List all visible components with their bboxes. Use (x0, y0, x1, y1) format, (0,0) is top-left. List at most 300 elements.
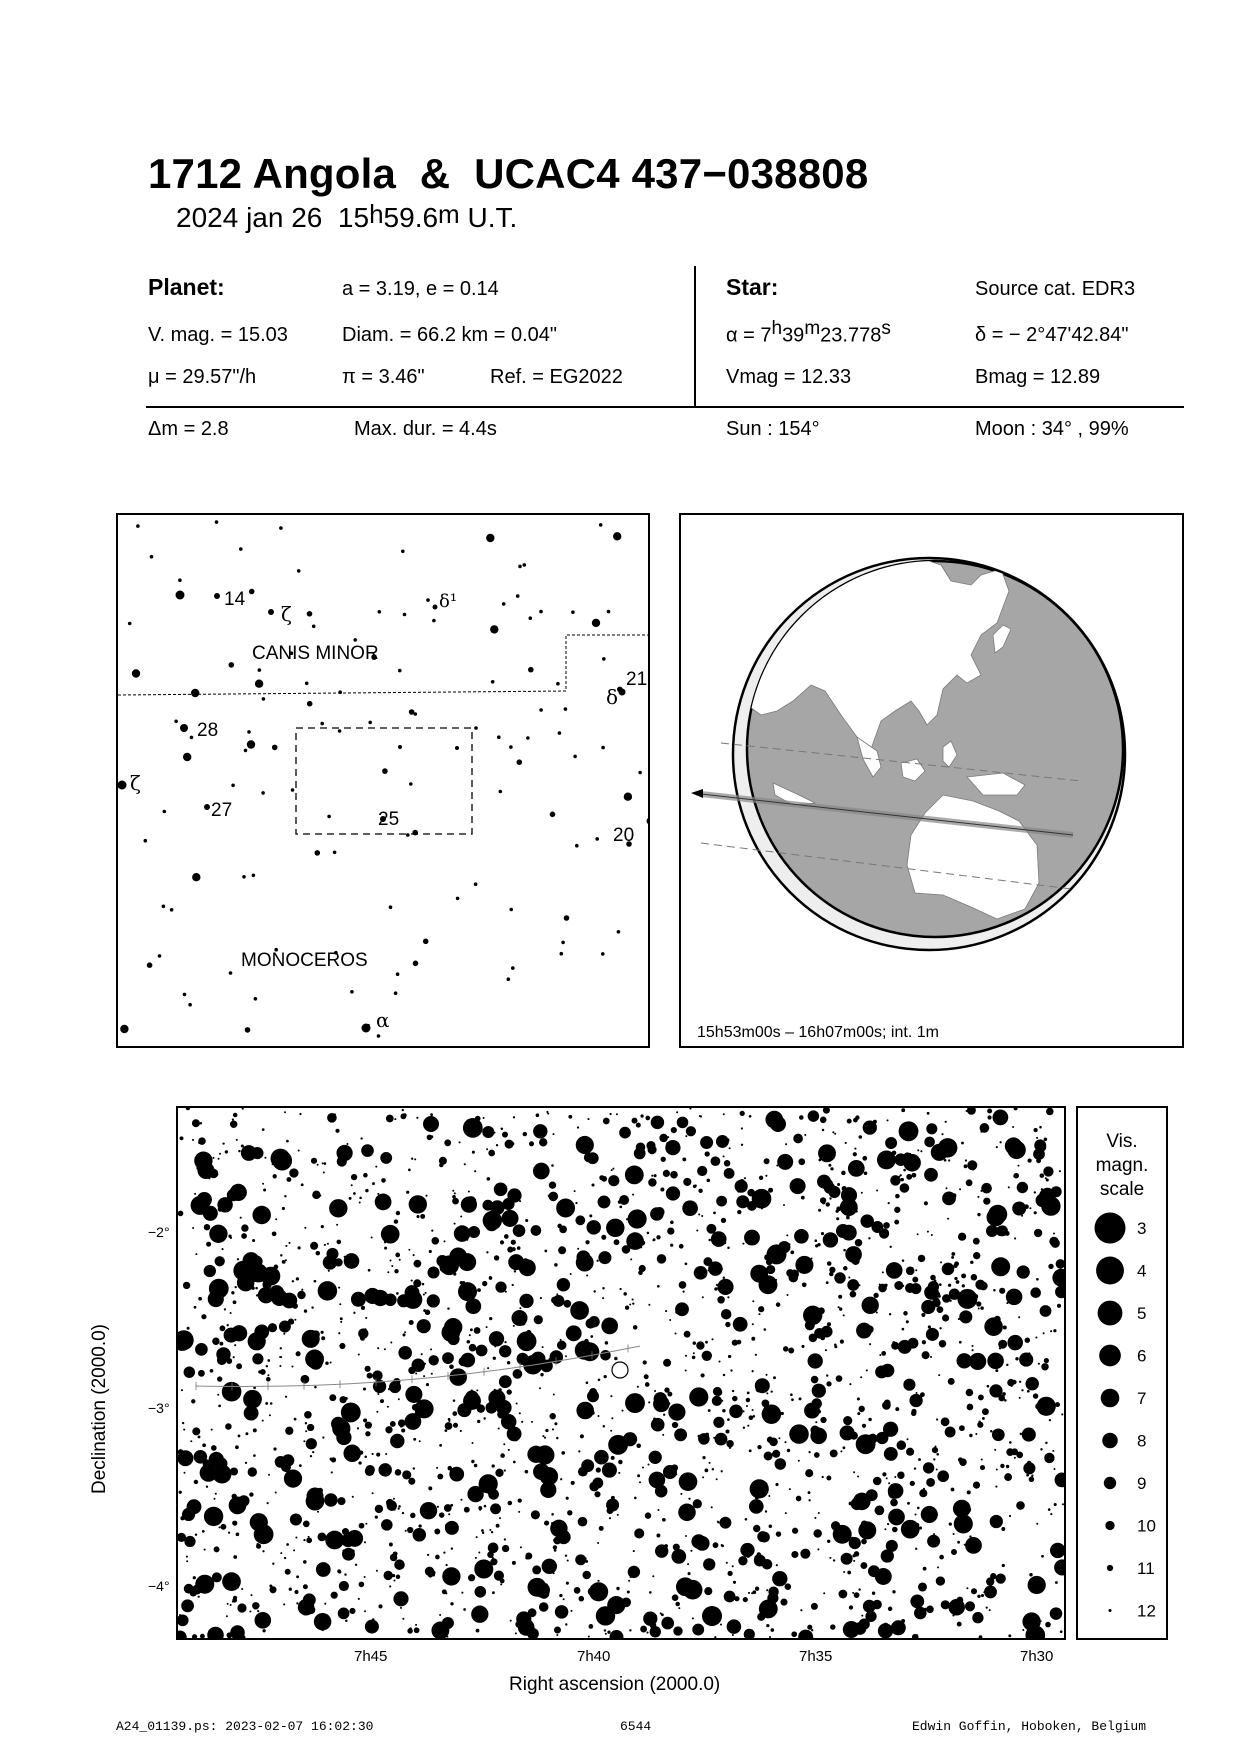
field-star (238, 1150, 240, 1152)
field-star (398, 1419, 406, 1427)
field-star (304, 1309, 307, 1312)
earth-globe-canvas (681, 515, 1182, 1046)
finder-named-star (398, 745, 402, 749)
field-star (230, 1604, 232, 1606)
field-star (982, 1417, 985, 1420)
field-star (939, 1340, 947, 1348)
field-star (741, 1127, 743, 1129)
finder-star (378, 610, 382, 614)
field-star (413, 1279, 421, 1287)
field-star (1048, 1508, 1051, 1511)
field-star (447, 1307, 449, 1309)
field-star (967, 1108, 976, 1115)
field-star (292, 1280, 294, 1282)
field-star (384, 1247, 387, 1250)
field-star (180, 1136, 184, 1140)
field-star (450, 1602, 453, 1605)
planet-ref: Ref. = EG2022 (490, 366, 623, 388)
field-star (566, 1497, 569, 1500)
minute-unit: m (438, 199, 460, 229)
field-star (330, 1458, 333, 1461)
field-star (875, 1506, 885, 1516)
field-star (591, 1183, 594, 1186)
finder-star (509, 908, 513, 912)
field-star (702, 1296, 704, 1298)
field-star (1060, 1630, 1063, 1633)
field-star (365, 1317, 367, 1319)
legend-canvas (1078, 1108, 1166, 1638)
field-star (197, 1162, 214, 1179)
field-star (191, 1399, 195, 1403)
field-star (866, 1325, 874, 1333)
field-star (918, 1582, 927, 1591)
field-star (820, 1197, 826, 1203)
field-star (618, 1472, 620, 1474)
field-star (475, 1557, 477, 1559)
field-star (784, 1441, 786, 1443)
finder-star (456, 897, 460, 901)
field-star (213, 1157, 215, 1159)
field-star (376, 1411, 378, 1413)
field-star (1028, 1576, 1046, 1594)
field-star (696, 1229, 698, 1231)
field-star (1036, 1278, 1039, 1281)
field-star (588, 1636, 590, 1638)
field-star (1034, 1128, 1038, 1132)
field-star (349, 1608, 355, 1614)
finder-star (556, 682, 560, 686)
field-star (364, 1455, 367, 1458)
field-star (670, 1244, 673, 1247)
field-star (752, 1300, 754, 1302)
finder-star (158, 954, 162, 958)
field-star (764, 1452, 773, 1461)
field-star (490, 1200, 505, 1215)
field-star (217, 1394, 219, 1396)
field-star (252, 1239, 255, 1242)
field-star (977, 1595, 980, 1598)
field-star (778, 1241, 790, 1253)
field-star (947, 1218, 949, 1220)
field-star (857, 1397, 860, 1400)
field-star (252, 1602, 259, 1609)
field-star (364, 1576, 366, 1578)
field-star (954, 1514, 973, 1533)
field-star (206, 1486, 208, 1488)
field-star (882, 1271, 884, 1273)
field-star (649, 1591, 652, 1594)
field-star (996, 1469, 998, 1471)
field-star (372, 1182, 375, 1185)
field-star (340, 1317, 343, 1320)
field-star (785, 1143, 787, 1145)
field-star (230, 1120, 237, 1127)
field-star (198, 1596, 200, 1598)
field-star (669, 1319, 671, 1321)
field-star (691, 1534, 706, 1549)
finder-star (575, 844, 579, 848)
field-star (1013, 1175, 1015, 1177)
field-star (907, 1438, 909, 1440)
field-star (648, 1145, 657, 1154)
field-star (1046, 1108, 1054, 1115)
field-star (700, 1136, 713, 1149)
finder-named-star (474, 726, 478, 730)
field-star (324, 1244, 326, 1246)
field-star (1050, 1543, 1064, 1558)
field-star (689, 1108, 691, 1110)
field-star (372, 1370, 382, 1380)
field-star (493, 1357, 496, 1360)
field-star (551, 1568, 554, 1571)
field-star (771, 1628, 775, 1632)
field-star (468, 1574, 475, 1581)
field-star (321, 1225, 324, 1228)
field-star (235, 1445, 239, 1449)
field-star (826, 1281, 829, 1284)
field-star (1045, 1442, 1047, 1444)
field-star (1007, 1379, 1014, 1386)
field-star (618, 1460, 622, 1464)
field-star (285, 1427, 293, 1435)
field-star (495, 1281, 506, 1292)
x-tick: 7h45 (354, 1648, 388, 1665)
field-star (230, 1467, 238, 1475)
field-star (286, 1177, 291, 1182)
field-star (585, 1240, 589, 1244)
field-star (886, 1626, 892, 1632)
field-star (378, 1604, 382, 1608)
field-star (549, 1413, 555, 1419)
field-star (460, 1353, 475, 1368)
hour-unit: h (369, 199, 384, 229)
field-star (411, 1158, 413, 1160)
legend-magnitude-dot (1098, 1301, 1123, 1326)
field-star (1055, 1286, 1064, 1299)
field-star (971, 1345, 973, 1347)
field-star (818, 1144, 836, 1162)
field-star (1038, 1363, 1040, 1365)
field-star (679, 1281, 687, 1289)
field-star (284, 1195, 286, 1197)
field-star (957, 1622, 962, 1627)
field-star (697, 1268, 699, 1270)
finder-star (638, 771, 642, 775)
field-star (826, 1381, 831, 1386)
field-star (1029, 1477, 1035, 1483)
field-star (396, 1211, 400, 1215)
finder-star (247, 740, 255, 748)
field-star (491, 1531, 493, 1533)
field-star (444, 1504, 452, 1512)
finder-star (231, 784, 235, 788)
field-star (262, 1183, 264, 1185)
field-star (754, 1554, 764, 1564)
finder-star (377, 1034, 381, 1038)
field-star (196, 1166, 201, 1171)
field-star (605, 1341, 609, 1345)
field-star (847, 1119, 852, 1124)
field-star (859, 1135, 863, 1139)
field-star (256, 1544, 261, 1549)
field-star (747, 1425, 749, 1427)
field-star (981, 1594, 984, 1597)
field-star (987, 1115, 991, 1119)
field-star (662, 1434, 664, 1436)
field-star (563, 1598, 565, 1600)
field-star (283, 1333, 285, 1335)
field-star (271, 1149, 291, 1169)
field-star (337, 1240, 342, 1245)
field-star (206, 1242, 211, 1247)
field-star (834, 1452, 837, 1455)
field-star (494, 1255, 499, 1260)
field-star (232, 1601, 234, 1603)
field-star (501, 1127, 504, 1130)
field-star (539, 1602, 549, 1612)
field-star (194, 1306, 197, 1309)
field-star (1036, 1194, 1049, 1207)
field-star (425, 1195, 427, 1197)
field-star (735, 1180, 748, 1193)
field-star (685, 1355, 687, 1357)
field-star (1003, 1326, 1007, 1330)
field-star (919, 1489, 927, 1497)
field-star (688, 1498, 690, 1500)
field-star (584, 1339, 589, 1344)
field-star (1040, 1448, 1042, 1450)
field-star (577, 1248, 579, 1250)
field-star (413, 1438, 416, 1441)
field-star (542, 1346, 544, 1348)
finder-star (120, 1025, 128, 1033)
field-star (527, 1446, 544, 1463)
field-star (466, 1196, 477, 1207)
field-star (803, 1306, 822, 1325)
field-star (862, 1424, 866, 1428)
field-star (885, 1137, 897, 1149)
field-star (711, 1506, 713, 1508)
field-star (672, 1594, 679, 1601)
field-star (553, 1539, 556, 1542)
field-star (888, 1487, 899, 1498)
field-star (657, 1285, 660, 1288)
field-star (219, 1153, 221, 1155)
field-star (390, 1342, 392, 1344)
field-star (931, 1153, 934, 1156)
field-star (843, 1446, 846, 1449)
finder-star (528, 667, 534, 673)
field-star (325, 1531, 344, 1550)
field-star (838, 1306, 840, 1308)
field-star (667, 1136, 669, 1138)
field-star (381, 1178, 386, 1183)
field-star (245, 1432, 248, 1435)
field-star (903, 1311, 908, 1316)
field-star (335, 1129, 339, 1133)
field-star (825, 1180, 827, 1182)
field-star (815, 1421, 817, 1423)
field-star (542, 1559, 557, 1574)
field-star (445, 1422, 453, 1430)
field-star (558, 1246, 566, 1254)
field-star (775, 1483, 778, 1486)
field-star (536, 1113, 540, 1117)
x-tick: 7h30 (1020, 1648, 1054, 1665)
field-star (422, 1283, 425, 1286)
field-star (461, 1236, 464, 1239)
finder-star (516, 594, 520, 598)
field-star (762, 1400, 770, 1408)
field-star (587, 1152, 599, 1164)
field-star (525, 1470, 529, 1474)
field-star (665, 1140, 680, 1155)
legend-magnitude-dot (1107, 1565, 1113, 1571)
field-star (292, 1303, 298, 1309)
field-star (577, 1126, 579, 1128)
field-star (733, 1581, 736, 1584)
x-axis-label: Right ascension (2000.0) (509, 1674, 721, 1695)
field-star (204, 1265, 216, 1277)
legend-magnitude-dot (1095, 1213, 1126, 1244)
field-star (307, 1424, 314, 1431)
field-star (519, 1412, 521, 1414)
field-star (346, 1143, 348, 1145)
field-star (306, 1537, 312, 1543)
field-star (454, 1192, 456, 1194)
field-star (507, 1361, 510, 1364)
field-star (655, 1544, 668, 1557)
y-tick: −2° (148, 1224, 170, 1240)
field-star (835, 1210, 838, 1213)
field-star (1014, 1457, 1016, 1459)
finder-star (426, 598, 430, 602)
finder-star (564, 707, 568, 711)
field-star (619, 1288, 621, 1290)
field-star (1019, 1381, 1021, 1383)
finder-star (529, 616, 533, 620)
field-star (673, 1413, 676, 1416)
field-star (927, 1535, 940, 1548)
field-star (987, 1208, 1005, 1226)
field-star (1053, 1329, 1056, 1332)
field-star (279, 1365, 281, 1367)
field-star (633, 1550, 635, 1552)
field-star (385, 1453, 387, 1455)
field-star (186, 1560, 188, 1562)
field-star (398, 1508, 400, 1510)
finder-star (403, 613, 407, 617)
field-star (318, 1533, 327, 1542)
legend-magnitude-dot (1101, 1389, 1120, 1408)
field-star (854, 1207, 857, 1210)
field-star (393, 1498, 395, 1500)
field-star (915, 1523, 919, 1527)
field-star (717, 1279, 733, 1295)
field-star (519, 1319, 526, 1326)
field-star (732, 1565, 734, 1567)
planet-heading: Planet: (148, 274, 225, 300)
field-star (563, 1300, 571, 1308)
field-star (817, 1548, 819, 1550)
field-star (744, 1629, 755, 1638)
field-star (849, 1236, 851, 1238)
field-star (312, 1451, 314, 1453)
field-star (1019, 1397, 1021, 1399)
finder-star (502, 602, 506, 606)
field-star (743, 1427, 745, 1429)
field-star (513, 1224, 526, 1237)
field-star (545, 1429, 548, 1432)
field-star (785, 1583, 792, 1590)
field-star (303, 1521, 310, 1528)
field-star (336, 1224, 338, 1226)
field-star (881, 1351, 886, 1356)
field-star (1027, 1390, 1030, 1393)
field-star (391, 1241, 393, 1243)
field-star (768, 1495, 770, 1497)
field-star (331, 1592, 338, 1599)
field-star (548, 1195, 550, 1197)
field-star (482, 1126, 494, 1138)
field-star (375, 1505, 383, 1513)
legend-title-1: Vis. (1106, 1131, 1138, 1152)
field-star (961, 1142, 964, 1145)
finder-star (297, 569, 301, 573)
field-star (679, 1244, 684, 1249)
field-star (414, 1627, 420, 1633)
field-star (744, 1177, 746, 1179)
field-star (934, 1279, 937, 1282)
field-star (995, 1369, 998, 1372)
field-star (402, 1512, 404, 1514)
field-star (489, 1317, 492, 1320)
field-star (598, 1251, 611, 1264)
field-star (518, 1498, 522, 1502)
field-star (598, 1196, 611, 1209)
field-star (849, 1605, 853, 1609)
field-star (504, 1341, 506, 1343)
field-star (933, 1533, 935, 1535)
field-star (878, 1284, 887, 1293)
field-star (716, 1478, 718, 1480)
field-star (752, 1323, 754, 1325)
field-star (1018, 1165, 1020, 1167)
field-star (703, 1558, 715, 1570)
field-star (759, 1275, 778, 1294)
field-star (829, 1557, 831, 1559)
field-star (1054, 1468, 1056, 1470)
field-star (513, 1116, 515, 1118)
field-star (651, 1116, 665, 1130)
field-star (337, 1497, 345, 1505)
field-star (755, 1496, 759, 1500)
field-star (645, 1512, 651, 1518)
field-star (766, 1374, 768, 1376)
finder-star (624, 793, 632, 801)
field-star (405, 1413, 422, 1430)
field-star (477, 1288, 481, 1292)
field-star (462, 1281, 465, 1284)
field-star (425, 1310, 431, 1316)
field-star (389, 1543, 393, 1547)
field-star (511, 1240, 516, 1245)
field-star (1033, 1148, 1045, 1160)
field-star (528, 1608, 537, 1617)
field-star (421, 1353, 423, 1355)
field-star (830, 1167, 833, 1170)
legend-magnitude-dot (1099, 1345, 1121, 1367)
